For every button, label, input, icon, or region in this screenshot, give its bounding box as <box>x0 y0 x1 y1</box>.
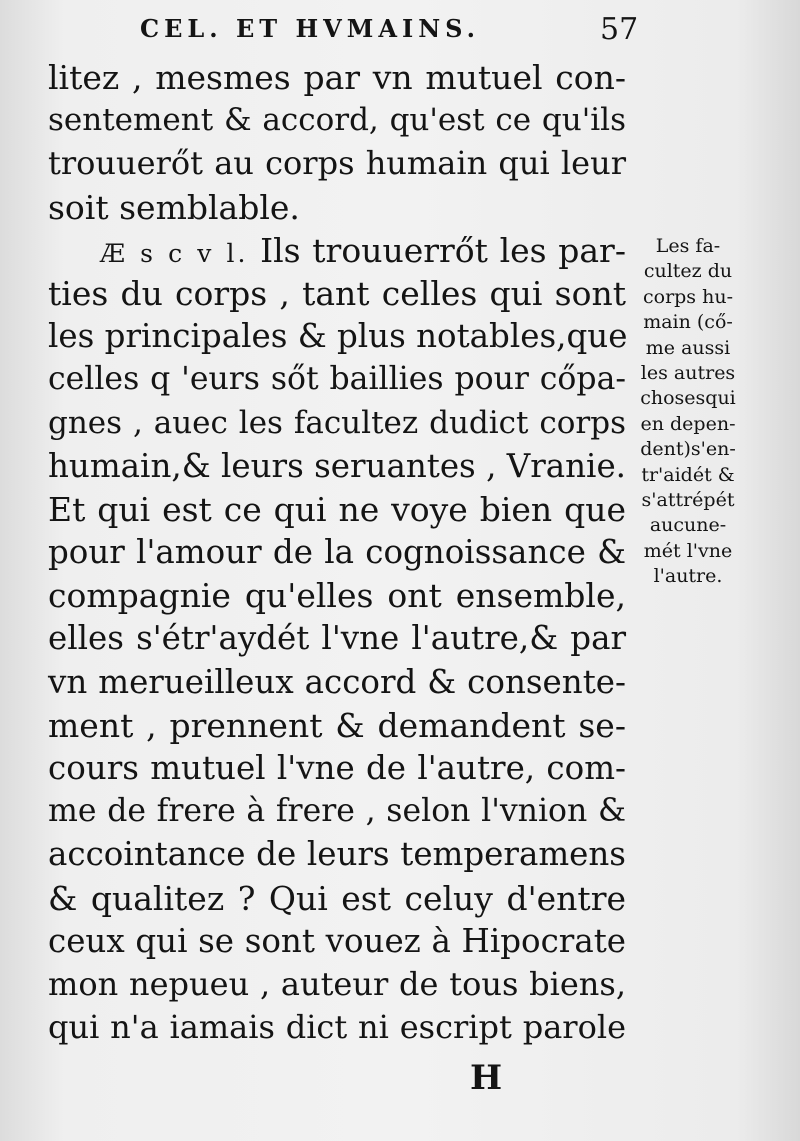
text-line: & qualitez ? Qui est celuy d'entre <box>48 878 626 918</box>
marginal-line: s'attrépét <box>641 488 735 511</box>
text-line: vn merueilleux accord & consente- <box>48 662 626 701</box>
text-line: pour l'amour de la cognoissance & <box>48 533 626 572</box>
marginal-line: tr'aidét & <box>641 463 735 486</box>
text-line: qui n'a iamais dict ni escript parole <box>48 1008 626 1047</box>
running-title: CEL. ET HVMAINS. <box>140 14 480 43</box>
text-line: ties du corps , tant celles qui sont <box>48 273 626 313</box>
text-line: accointance de leurs temperamens <box>48 835 626 874</box>
text-line: compagnie qu'elles ont ensemble, <box>48 576 626 616</box>
marginal-line: Les fa- <box>655 235 721 257</box>
marginal-line: main (cő- <box>643 311 733 334</box>
text-line: mon nepueu , auteur de tous biens, <box>48 964 626 1003</box>
marginal-line: chosesqui <box>640 387 736 410</box>
marginal-line: mét l'vne <box>643 539 733 562</box>
text-line: ment , prennent & demandent se- <box>48 705 626 745</box>
speaker-text: Ils trouuerrőt les par- <box>260 230 626 270</box>
marginal-line: cultez du <box>643 260 733 283</box>
marginal-line: corps hu- <box>642 285 733 308</box>
marginal-line: aucune- <box>649 514 727 537</box>
signature-mark: H <box>470 1058 503 1098</box>
text-line: gnes , auec les facultez dudict corps <box>48 404 626 441</box>
text-line-speaker <box>48 229 626 272</box>
page-number: 57 <box>600 12 639 47</box>
text-line: trouuerőt au corps humain qui leur <box>48 144 626 183</box>
text-line: les principales & plus notables,que <box>48 317 628 356</box>
text-line: humain,& leurs seruantes , Vranie. <box>48 446 627 485</box>
marginal-line: me aussi <box>645 336 731 359</box>
text-line: ceux qui se sont vouez à Hipocrate <box>48 921 626 960</box>
text-line: cours mutuel l'vne de l'autre, com- <box>48 749 626 787</box>
text-line: sentement & accord, qu'est ce qu'ils <box>48 102 626 139</box>
marginal-line: les autres <box>640 361 736 384</box>
text-line: me de frere à frere , selon l'vnion & <box>48 793 626 830</box>
text-line: celles q 'eurs sőt baillies pour cőpa- <box>48 361 626 398</box>
speaker-name: Æ s c v l. <box>100 238 249 268</box>
marginal-line: l'autre. <box>653 565 723 588</box>
text-line: Et qui est ce qui ne voye bien que <box>48 489 626 529</box>
body-text <box>48 56 626 1049</box>
marginal-line: dent)s'en- <box>640 438 736 461</box>
page-header <box>140 12 640 52</box>
text-line: soit semblable. <box>48 187 300 227</box>
marginal-line: en depen- <box>640 412 736 435</box>
marginal-note <box>623 234 753 589</box>
text-line: litez , mesmes par vn mutuel con- <box>48 58 626 97</box>
text-line: elles s'étr'aydét l'vne l'autre,& par <box>48 619 626 658</box>
